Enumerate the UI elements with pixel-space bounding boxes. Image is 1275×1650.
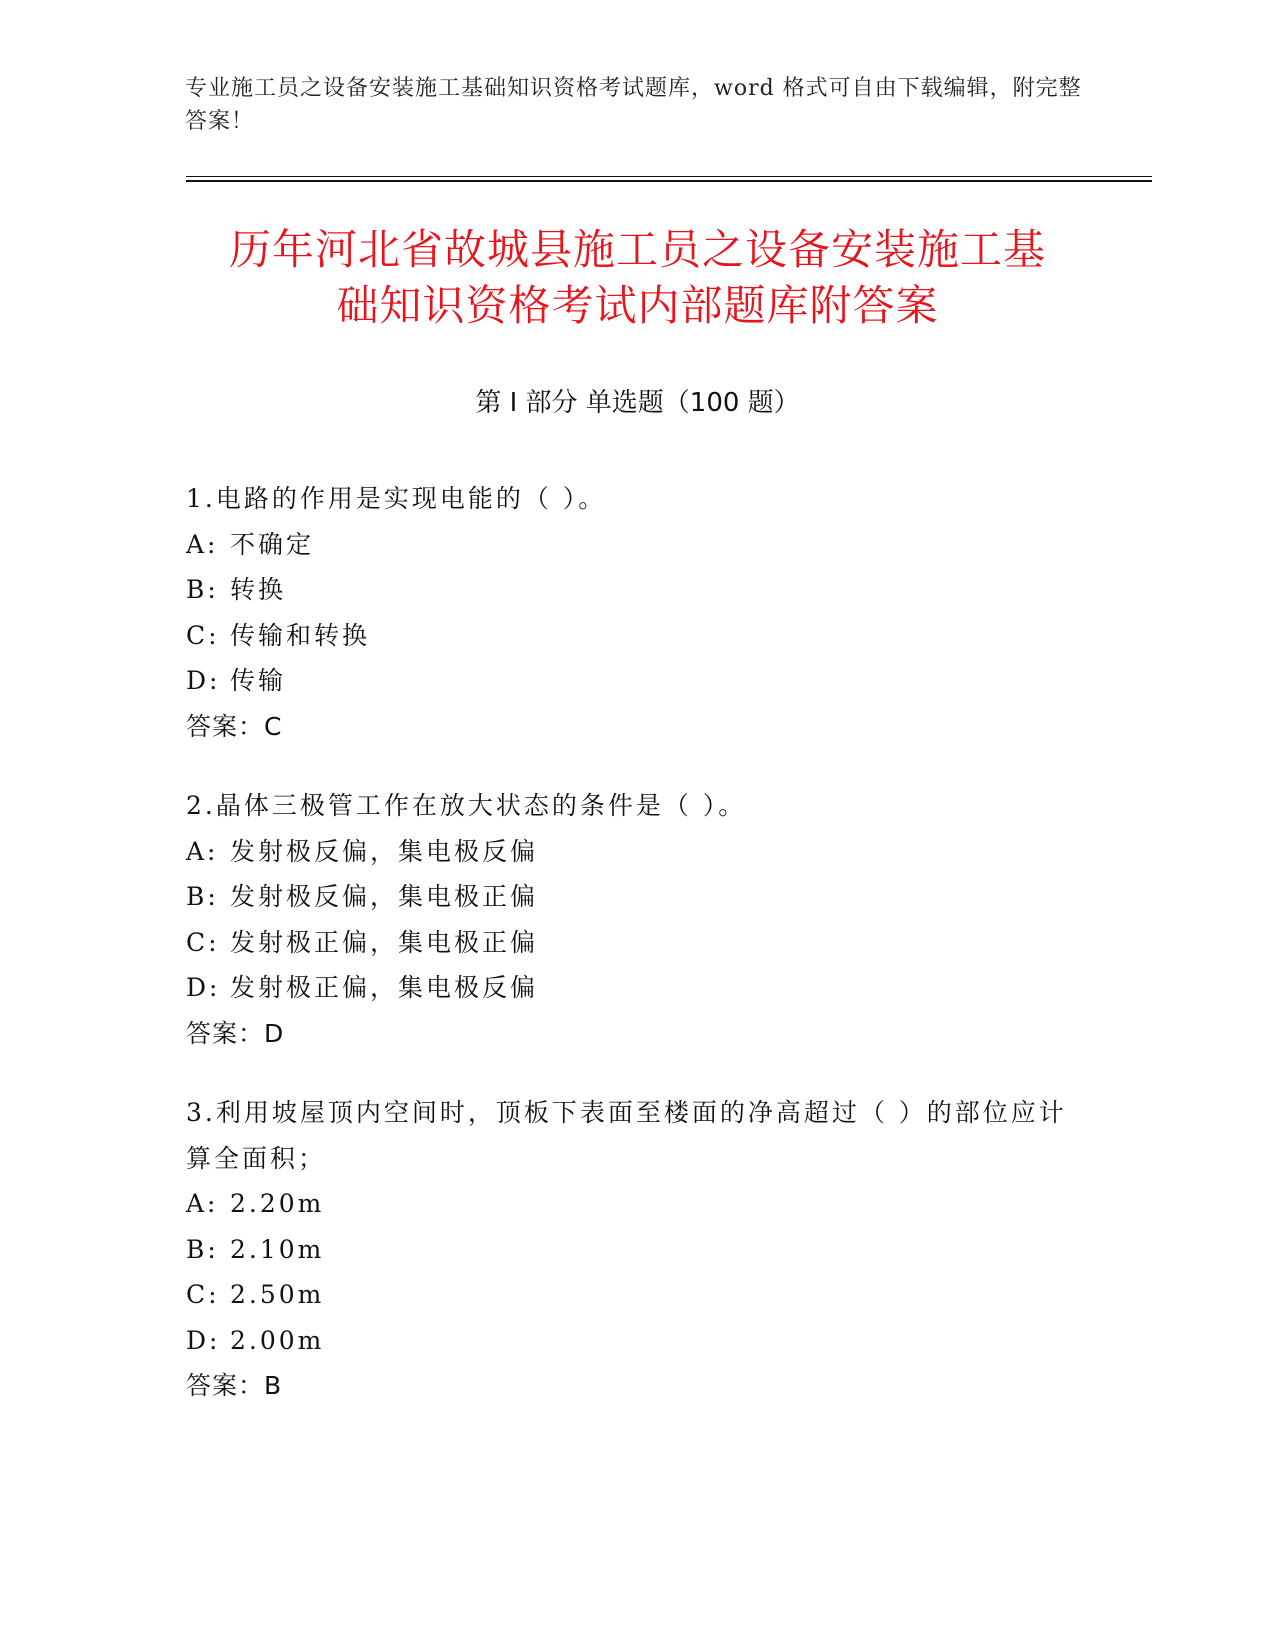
question-stem: 2.晶体三极管工作在放大状态的条件是（ ）。 (186, 791, 747, 820)
option-a (186, 829, 1086, 875)
header-note: 专业施工员之设备安装施工基础知识资格考试题库，word 格式可自由下载编辑，附完整答案！ (185, 76, 1082, 134)
option-text: 2.20m (230, 1189, 325, 1218)
document-title-line-2: 础知识资格考试内部题库附答案 (336, 281, 939, 330)
option-label: A: (186, 1189, 219, 1218)
option-d (186, 965, 1086, 1011)
option-text: 发射极正偏，集电极反偏 (230, 973, 539, 1002)
option-label: C: (186, 1280, 220, 1309)
option-label: B: (186, 575, 219, 604)
option-text: 不确定 (230, 529, 315, 559)
option-label: D: (186, 973, 221, 1002)
question-2 (186, 783, 1086, 1056)
document-title-line-1: 历年河北省故城县施工员之设备安装施工基 (228, 225, 1046, 274)
section-title: 第 I 部分 单选题（100 题） (475, 388, 800, 418)
document-title (150, 222, 1125, 334)
question-3 (186, 1090, 1086, 1409)
answer-line: 答案：C (186, 711, 283, 741)
option-label: D: (186, 666, 221, 695)
option-label: A: (186, 529, 219, 559)
option-text: 2.00m (230, 1325, 325, 1355)
option-a (186, 522, 1086, 568)
option-b (186, 874, 1086, 920)
option-text: 传输 (230, 666, 287, 695)
option-text: 2.50m (230, 1280, 325, 1309)
option-text: 发射极反偏，集电极正偏 (230, 882, 539, 911)
question-stem: 1.电路的作用是实现电能的（ ）。 (186, 484, 607, 513)
answer-line: 答案：D (186, 1018, 285, 1048)
option-c (186, 613, 1086, 659)
option-d (186, 658, 1086, 704)
header-divider-thick (186, 180, 1152, 182)
option-c (186, 1272, 1086, 1318)
option-label: A: (186, 836, 219, 866)
option-text: 2.10m (230, 1234, 325, 1264)
option-text: 转换 (230, 575, 287, 604)
question-list (186, 476, 1086, 1443)
question-1 (186, 476, 1086, 749)
answer-line: 答案：B (186, 1371, 283, 1400)
option-label: C: (186, 927, 220, 957)
option-label: B: (186, 1234, 219, 1264)
option-text: 传输和转换 (230, 620, 371, 650)
option-b (186, 1227, 1086, 1273)
option-a (186, 1181, 1086, 1227)
header-divider-thin (186, 176, 1152, 177)
option-d (186, 1318, 1086, 1364)
option-c (186, 920, 1086, 966)
option-text: 发射极正偏，集电极正偏 (230, 927, 539, 957)
option-label: D: (186, 1325, 221, 1355)
option-text: 发射极反偏，集电极反偏 (230, 836, 539, 866)
option-label: B: (186, 882, 219, 911)
option-label: C: (186, 620, 220, 650)
question-stem: 3.利用坡屋顶内空间时，顶板下表面至楼面的净高超过（ ）的部位应计算全面积； (186, 1098, 1067, 1173)
option-b (186, 567, 1086, 613)
